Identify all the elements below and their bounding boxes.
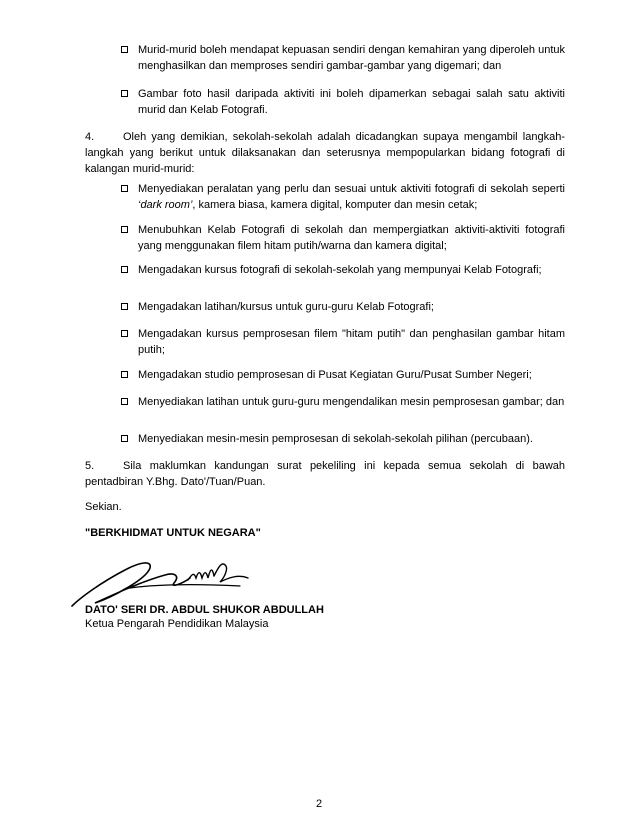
square-bullet-icon xyxy=(121,303,128,310)
square-bullet-icon xyxy=(121,371,128,378)
signatory-name: DATO' SERI DR. ABDUL SHUKOR ABDULLAH xyxy=(85,604,324,616)
square-bullet-icon xyxy=(121,398,128,405)
closing-text: Sekian. xyxy=(85,501,122,513)
signature-image xyxy=(70,548,270,610)
square-bullet-icon xyxy=(121,435,128,442)
paragraph-number: 5. xyxy=(85,460,95,472)
square-bullet-icon xyxy=(121,185,128,192)
square-bullet-icon xyxy=(121,266,128,273)
bullet-text: Mengadakan studio pemprosesan di Pusat Kegiatan Guru/Pusat Sumber Negeri; xyxy=(138,369,532,381)
bullet-text: Menyediakan peralatan yang perlu dan sesuai untuk aktiviti fotografi di sekolah seperti ‘dark room’, kamera biasa, kamera digital, komputer dan mesin cetak; xyxy=(138,183,565,211)
square-bullet-icon xyxy=(121,226,128,233)
bullet-text: Menyediakan mesin-mesin pemprosesan di sekolah-sekolah pilihan (percubaan). xyxy=(138,433,533,445)
square-bullet-icon xyxy=(121,90,128,97)
bullet-text: Murid-murid boleh mendapat kepuasan sendiri dengan kemahiran yang diperoleh untuk menghasilkan dan memproses sendiri gambar-gambar yang digemari; dan xyxy=(138,44,565,72)
bullet-text: Gambar foto hasil daripada aktiviti ini boleh dipamerkan sebagai salah satu aktiviti murid dan Kelab Fotografi. xyxy=(138,88,565,116)
paragraph-number: 4. xyxy=(85,131,95,143)
bullet-text: Menyediakan latihan untuk guru-guru mengendalikan mesin pemprosesan gambar; dan xyxy=(138,396,565,408)
bullet-text: Mengadakan kursus pemprosesan filem "hitam putih" dan penghasilan gambar hitam putih; xyxy=(138,328,565,356)
bullet-text: Menubuhkan Kelab Fotografi di sekolah dan mempergiatkan aktiviti-aktiviti fotografi yang menggunakan filem hitam putih/warna dan kamera digital; xyxy=(138,224,565,252)
signatory-title: Ketua Pengarah Pendidikan Malaysia xyxy=(85,618,269,630)
page-number: 2 xyxy=(315,798,323,810)
bullet-text: Mengadakan latihan/kursus untuk guru-guru Kelab Fotografi; xyxy=(138,301,434,313)
paragraph-4 xyxy=(85,129,565,177)
paragraph-text: Oleh yang demikian, sekolah-sekolah adalah dicadangkan supaya mengambil langkah-langkah yang berikut untuk dilaksanakan dan seterusnya mempopularkan bidang fotografi di kalangan murid-murid: xyxy=(85,131,565,175)
square-bullet-icon xyxy=(121,46,128,53)
square-bullet-icon xyxy=(121,330,128,337)
bullet-text: Mengadakan kursus fotografi di sekolah-sekolah yang mempunyai Kelab Fotografi; xyxy=(138,264,542,276)
motto: "BERKHIDMAT UNTUK NEGARA" xyxy=(85,527,261,539)
paragraph-text: Sila maklumkan kandungan surat pekeliling ini kepada semua sekolah di bawah pentadbiran Y.Bhg. Dato'/Tuan/Puan. xyxy=(85,460,565,488)
paragraph-5 xyxy=(85,458,565,490)
italic-term: ‘dark room’ xyxy=(138,199,193,211)
